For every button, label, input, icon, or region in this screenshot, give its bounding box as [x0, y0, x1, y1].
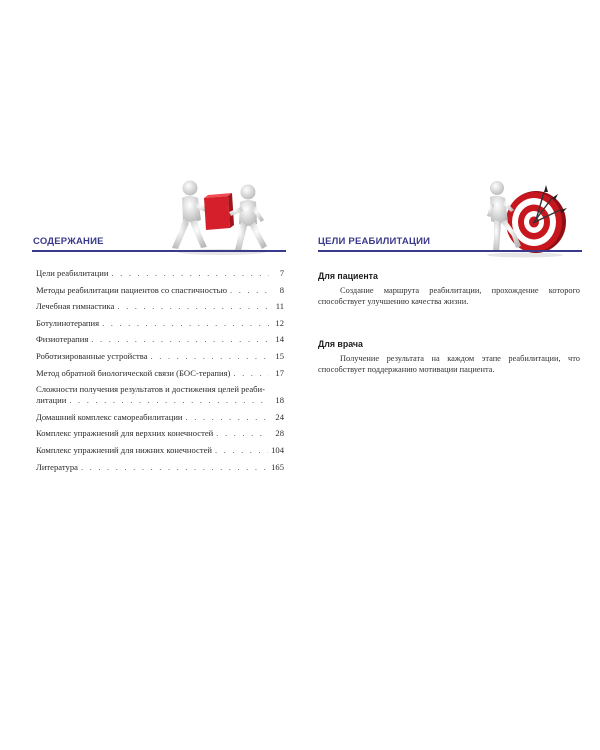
toc-item-title: Физиотерапия [36, 334, 89, 345]
toc-heading-rule [32, 250, 286, 252]
toc-leader-dots [81, 462, 268, 473]
figure-leaning-on-target-with-arrows-icon [480, 178, 570, 258]
toc-item-page: 28 [275, 428, 284, 439]
toc-leader-dots [216, 428, 269, 439]
table-of-contents [36, 268, 284, 478]
toc-item-page: 104 [271, 444, 284, 455]
doctor-goal-label: Для врача [318, 339, 363, 349]
toc-leader-dots [230, 285, 269, 296]
toc-leader-dots [233, 368, 269, 379]
toc-item-page: 24 [275, 411, 284, 422]
toc-item-title: Цели реабилитации [36, 268, 109, 278]
toc-leader-dots [69, 395, 269, 406]
right-page [300, 0, 600, 750]
toc-item[interactable] [36, 445, 284, 456]
patient-goal-label: Для пациента [318, 271, 378, 281]
toc-item-page: 18 [275, 395, 284, 406]
toc-item[interactable] [36, 334, 284, 345]
toc-leader-dots [186, 412, 269, 423]
two-figures-passing-red-book-icon [168, 176, 276, 256]
toc-item-title: Комплекс упражнений для нижних конечностей [36, 444, 212, 455]
toc-item-title: Лечебная гимнастика [36, 301, 115, 312]
toc-item[interactable] [36, 384, 284, 406]
toc-item-title: Сложности получения результатов и достижения целей реаби- [36, 384, 265, 395]
toc-leader-dots [102, 318, 269, 329]
toc-item[interactable] [36, 412, 284, 423]
toc-leader-dots [111, 268, 269, 279]
toc-item-title-continued: литации [36, 395, 67, 406]
toc-item-title: Комплекс упражнений для верхних конечностей [36, 428, 214, 439]
toc-item-title: Ботулинотерапия [36, 317, 100, 328]
toc-item[interactable] [36, 318, 284, 329]
goals-heading: ЦЕЛИ РЕАБИЛИТАЦИИ [318, 236, 431, 247]
toc-item[interactable] [36, 301, 284, 312]
toc-item-page: 11 [275, 301, 284, 312]
toc-item-title: Роботизированные устройства [36, 350, 148, 361]
toc-item-page: 8 [279, 284, 284, 295]
toc-item[interactable] [36, 428, 284, 439]
toc-item[interactable] [36, 351, 284, 362]
toc-item[interactable] [36, 268, 284, 279]
goals-heading-rule [318, 250, 582, 252]
doctor-goal-text: Получение результата на каждом этапе реабилитации, что способствует поддержанию мотивации пациента. [318, 354, 580, 374]
toc-item-title: Метод обратной биологической связи (БОС-терапия) [36, 367, 231, 378]
toc-item[interactable] [36, 368, 284, 379]
toc-item[interactable] [36, 285, 284, 296]
toc-leader-dots [117, 301, 269, 312]
toc-item-page: 165 [271, 461, 284, 472]
toc-item[interactable] [36, 462, 284, 473]
toc-item-page: 14 [275, 334, 284, 345]
toc-item-title: Методы реабилитации пациентов со спастичностью [36, 284, 228, 295]
patient-goal-text: Создание маршрута реабилитации, прохождение которого способствует улучшению качества жизни. [318, 286, 580, 306]
toc-heading: СОДЕРЖАНИЕ [33, 236, 104, 247]
toc-item-page: 7 [279, 268, 284, 278]
toc-leader-dots [151, 351, 269, 362]
toc-leader-dots [91, 334, 269, 345]
toc-item-title: Домашний комплекс самореабилитации [36, 411, 183, 422]
toc-item-page: 17 [275, 367, 284, 378]
toc-item-page: 12 [275, 317, 284, 328]
toc-leader-dots [215, 445, 268, 456]
toc-item-title: Литература [36, 461, 78, 472]
toc-item-page: 15 [275, 350, 284, 361]
